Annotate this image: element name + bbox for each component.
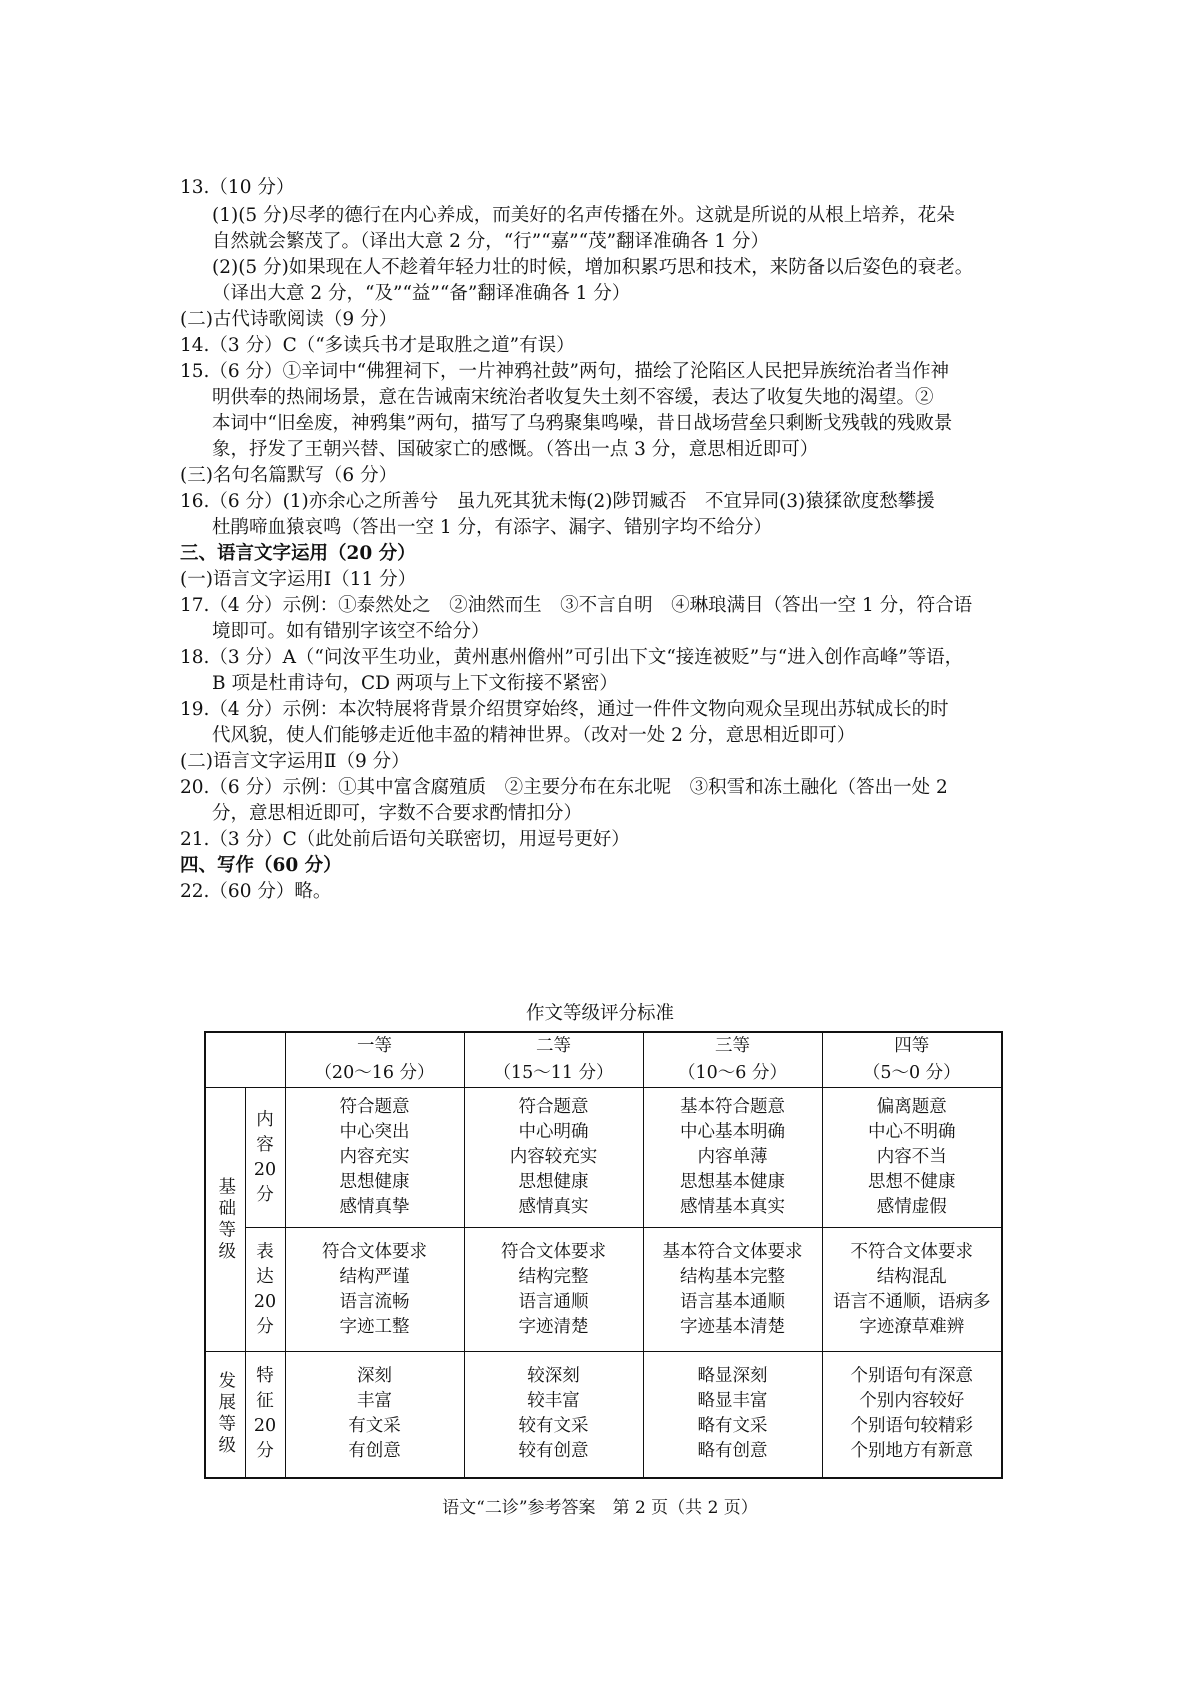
q17-line1: 17.（4 分）示例：①泰然处之 ②油然而生 ③不言自明 ④琳琅满目（答出一空 1 分，符合语 bbox=[180, 595, 973, 616]
criterion: 语言不通顺，语病多 bbox=[833, 1291, 991, 1312]
criterion: 字迹清楚 bbox=[518, 1316, 589, 1337]
criterion: 不符合文体要求 bbox=[850, 1241, 973, 1262]
rubric-corner-cell bbox=[205, 1032, 285, 1088]
label-char: 容 bbox=[256, 1134, 274, 1155]
criterion: 略有文采 bbox=[697, 1416, 768, 1437]
criterion: 内容充实 bbox=[339, 1147, 410, 1167]
grade-name: 四等 bbox=[894, 1036, 930, 1056]
criterion: 思想健康 bbox=[518, 1172, 589, 1192]
criterion: 感情真挚 bbox=[339, 1197, 410, 1217]
group-label-text: 基础等级 bbox=[215, 1176, 236, 1263]
criterion: 字迹潦草难辨 bbox=[859, 1316, 965, 1337]
criterion: 语言基本通顺 bbox=[680, 1291, 785, 1312]
label-char: 内 bbox=[256, 1109, 274, 1130]
criterion: 内容不当 bbox=[876, 1147, 947, 1167]
section-language1-heading: (一)语言文字运用Ⅰ（11 分） bbox=[180, 569, 417, 590]
criterion: 较深刻 bbox=[527, 1366, 580, 1387]
cell-features-grade-2 bbox=[464, 1352, 643, 1478]
criterion: 符合题意 bbox=[339, 1097, 410, 1117]
q15-line4: 象，抒发了王朝兴替、国破家亡的感慨。（答出一点 3 分，意思相近即可） bbox=[212, 439, 819, 460]
criterion: 个别内容较好 bbox=[859, 1391, 965, 1412]
q15-line3: 本词中“旧垒废，神鸦集”两句，描写了乌鸦聚集鸣噪，昔日战场营垒只剩断戈残戟的残败景 bbox=[212, 413, 953, 434]
criterion: 字迹工整 bbox=[339, 1316, 410, 1337]
cell-features-grade-1 bbox=[285, 1352, 464, 1478]
label-char: 表 bbox=[256, 1241, 274, 1262]
cell-features-grade-3 bbox=[643, 1352, 822, 1478]
group-basic-label bbox=[205, 1088, 245, 1352]
criterion: 个别地方有新意 bbox=[850, 1441, 973, 1462]
cell-content-grade-2 bbox=[464, 1088, 643, 1228]
label-char: 20 bbox=[253, 1291, 277, 1312]
criterion: 较丰富 bbox=[527, 1391, 580, 1412]
group-label-text: 发展等级 bbox=[215, 1371, 236, 1458]
criterion: 结构严谨 bbox=[339, 1266, 410, 1287]
rubric-title: 作文等级评分标准 bbox=[525, 1003, 674, 1024]
criterion: 偏离题意 bbox=[876, 1097, 947, 1117]
criterion: 内容较充实 bbox=[509, 1147, 598, 1167]
cell-content-grade-4 bbox=[822, 1088, 1002, 1228]
criterion: 感情虚假 bbox=[876, 1197, 947, 1217]
grade-range: （10～6 分） bbox=[678, 1063, 787, 1083]
grade-name: 一等 bbox=[357, 1036, 392, 1056]
criterion: 个别语句较精彩 bbox=[850, 1416, 973, 1437]
grade-range: （15～11 分） bbox=[493, 1063, 614, 1083]
section-poetry-heading: (二)古代诗歌阅读（9 分） bbox=[180, 309, 398, 330]
criterion: 符合文体要求 bbox=[501, 1241, 606, 1262]
q16-line1: 16.（6 分）(1)亦余心之所善兮 虽九死其犹未悔(2)陟罚臧否 不宜异同(3)猿猱欲度愁攀援 bbox=[180, 491, 935, 512]
criterion: 较有文采 bbox=[518, 1416, 589, 1437]
criterion: 有创意 bbox=[348, 1441, 401, 1462]
label-char: 征 bbox=[256, 1391, 274, 1412]
criterion: 感情真实 bbox=[518, 1197, 589, 1217]
label-char: 分 bbox=[256, 1441, 274, 1462]
criterion: 有文采 bbox=[348, 1416, 401, 1437]
criterion: 语言通顺 bbox=[518, 1291, 589, 1312]
cell-features-grade-4 bbox=[822, 1352, 1002, 1478]
criterion: 字迹基本清楚 bbox=[680, 1316, 785, 1337]
q20-line2: 分，意思相近即可，字数不合要求酌情扣分） bbox=[212, 803, 583, 824]
criterion: 略显深刻 bbox=[697, 1366, 768, 1387]
q13-part1-line2: 自然就会繁茂了。（译出大意 2 分，“行”“嘉”“茂”翻译准确各 1 分） bbox=[212, 231, 770, 252]
q19-line2: 代风貌，使人们能够走近他丰盈的精神世界。（改对一处 2 分，意思相近即可） bbox=[212, 725, 856, 746]
group-development-label bbox=[205, 1352, 245, 1478]
grade-3-header bbox=[643, 1032, 822, 1088]
criterion: 感情基本真实 bbox=[680, 1197, 785, 1217]
label-char: 分 bbox=[256, 1316, 274, 1337]
criterion: 中心明确 bbox=[518, 1122, 589, 1142]
criterion: 基本符合题意 bbox=[680, 1097, 785, 1117]
q13-part2-line2: （译出大意 2 分，“及”“益”“备”翻译准确各 1 分） bbox=[212, 283, 631, 304]
criterion: 内容单薄 bbox=[697, 1147, 768, 1167]
criterion: 结构基本完整 bbox=[680, 1266, 785, 1287]
q14-answer: 14.（3 分）C（“多读兵书才是取胜之道”有误） bbox=[180, 335, 575, 356]
cell-expression-grade-4 bbox=[822, 1228, 1002, 1352]
q19-line1: 19.（4 分）示例：本次特展将背景介绍贯穿始终，通过一件件文物向观众呈现出苏轼成长的时 bbox=[180, 699, 949, 720]
rubric-row-content bbox=[205, 1088, 1002, 1228]
q13-heading: 13.（10 分） bbox=[180, 177, 295, 198]
criterion: 丰富 bbox=[357, 1391, 392, 1412]
grade-range: （20～16 分） bbox=[314, 1063, 435, 1083]
rubric-row-expression bbox=[205, 1228, 1002, 1352]
cell-expression-grade-1 bbox=[285, 1228, 464, 1352]
q16-line2: 杜鹃啼血猿哀鸣（答出一空 1 分，有添字、漏字、错别字均不给分） bbox=[212, 517, 773, 538]
page-footer: 语文“二诊”参考答案 第 2 页（共 2 页） bbox=[442, 1498, 758, 1518]
cell-content-grade-3 bbox=[643, 1088, 822, 1228]
criterion: 中心突出 bbox=[339, 1122, 410, 1142]
rubric-header-row bbox=[205, 1032, 1002, 1088]
grade-4-header bbox=[822, 1032, 1002, 1088]
row-label-expression bbox=[245, 1228, 285, 1352]
q18-line2: B 项是杜甫诗句，CD 两项与上下文衔接不紧密） bbox=[212, 673, 618, 694]
criterion: 略有创意 bbox=[697, 1441, 768, 1462]
criterion: 中心不明确 bbox=[868, 1122, 956, 1142]
q18-line1: 18.（3 分）A（“问汝平生功业，黄州惠州儋州”可引出下文“接连被贬”与“进入创作高峰”等语， bbox=[180, 647, 964, 668]
rubric-row-features bbox=[205, 1352, 1002, 1478]
q13-part2-line1: (2)(5 分)如果现在人不趁着年轻力壮的时候，增加积累巧思和技术，来防备以后姿色的衰老。 bbox=[212, 257, 974, 278]
criterion: 思想基本健康 bbox=[680, 1172, 785, 1192]
q22-answer: 22.（60 分）略。 bbox=[180, 881, 332, 902]
criterion: 基本符合文体要求 bbox=[662, 1241, 803, 1262]
row-label-features bbox=[245, 1352, 285, 1478]
criterion: 符合文体要求 bbox=[322, 1241, 427, 1262]
section-dictation-heading: (三)名句名篇默写（6 分） bbox=[180, 465, 398, 486]
criterion: 深刻 bbox=[357, 1366, 392, 1387]
criterion: 个别语句有深意 bbox=[850, 1366, 973, 1387]
label-char: 20 bbox=[253, 1159, 277, 1180]
cell-expression-grade-2 bbox=[464, 1228, 643, 1352]
criterion: 结构完整 bbox=[518, 1266, 589, 1287]
q15-line1: 15.（6 分）①辛词中“佛狸祠下，一片神鸦社鼓”两句，描绘了沦陷区人民把异族统治者当作神 bbox=[180, 361, 949, 382]
criterion: 符合题意 bbox=[518, 1097, 589, 1117]
criterion: 结构混乱 bbox=[876, 1266, 947, 1287]
grade-1-header bbox=[285, 1032, 464, 1088]
criterion: 思想不健康 bbox=[868, 1172, 956, 1192]
part3-heading: 三、语言文字运用（20 分） bbox=[180, 543, 416, 564]
label-char: 20 bbox=[253, 1416, 277, 1437]
grade-2-header bbox=[464, 1032, 643, 1088]
criterion: 思想健康 bbox=[339, 1172, 410, 1192]
grade-name: 三等 bbox=[715, 1036, 750, 1056]
q15-line2: 明供奉的热闹场景，意在告诫南宋统治者收复失土刻不容缓，表达了收复失地的渴望。② bbox=[212, 387, 934, 408]
cell-content-grade-1 bbox=[285, 1088, 464, 1228]
criterion: 较有创意 bbox=[518, 1441, 589, 1462]
grade-range: （5～0 分） bbox=[862, 1063, 961, 1083]
cell-expression-grade-3 bbox=[643, 1228, 822, 1352]
row-label-content bbox=[245, 1088, 285, 1228]
label-char: 达 bbox=[256, 1266, 274, 1287]
q13-part1-line1: (1)(5 分)尽孝的德行在内心养成，而美好的名声传播在外。这就是所说的从根上培养，花朵 bbox=[212, 205, 955, 226]
essay-rubric-table bbox=[204, 1031, 1003, 1479]
part4-heading: 四、写作（60 分） bbox=[180, 855, 342, 876]
label-char: 分 bbox=[256, 1184, 274, 1205]
section-language2-heading: (二)语言文字运用Ⅱ（9 分） bbox=[180, 751, 410, 772]
criterion: 中心基本明确 bbox=[680, 1122, 785, 1142]
criterion: 略显丰富 bbox=[697, 1391, 768, 1412]
q17-line2: 境即可。如有错别字该空不给分） bbox=[212, 621, 490, 642]
label-char: 特 bbox=[256, 1366, 274, 1387]
q21-answer: 21.（3 分）C（此处前后语句关联密切，用逗号更好） bbox=[180, 829, 630, 850]
criterion: 语言流畅 bbox=[339, 1291, 410, 1312]
q20-line1: 20.（6 分）示例：①其中富含腐殖质 ②主要分布在东北呢 ③积雪和冻土融化（答出一处 2 bbox=[180, 777, 948, 798]
grade-name: 二等 bbox=[536, 1036, 571, 1056]
